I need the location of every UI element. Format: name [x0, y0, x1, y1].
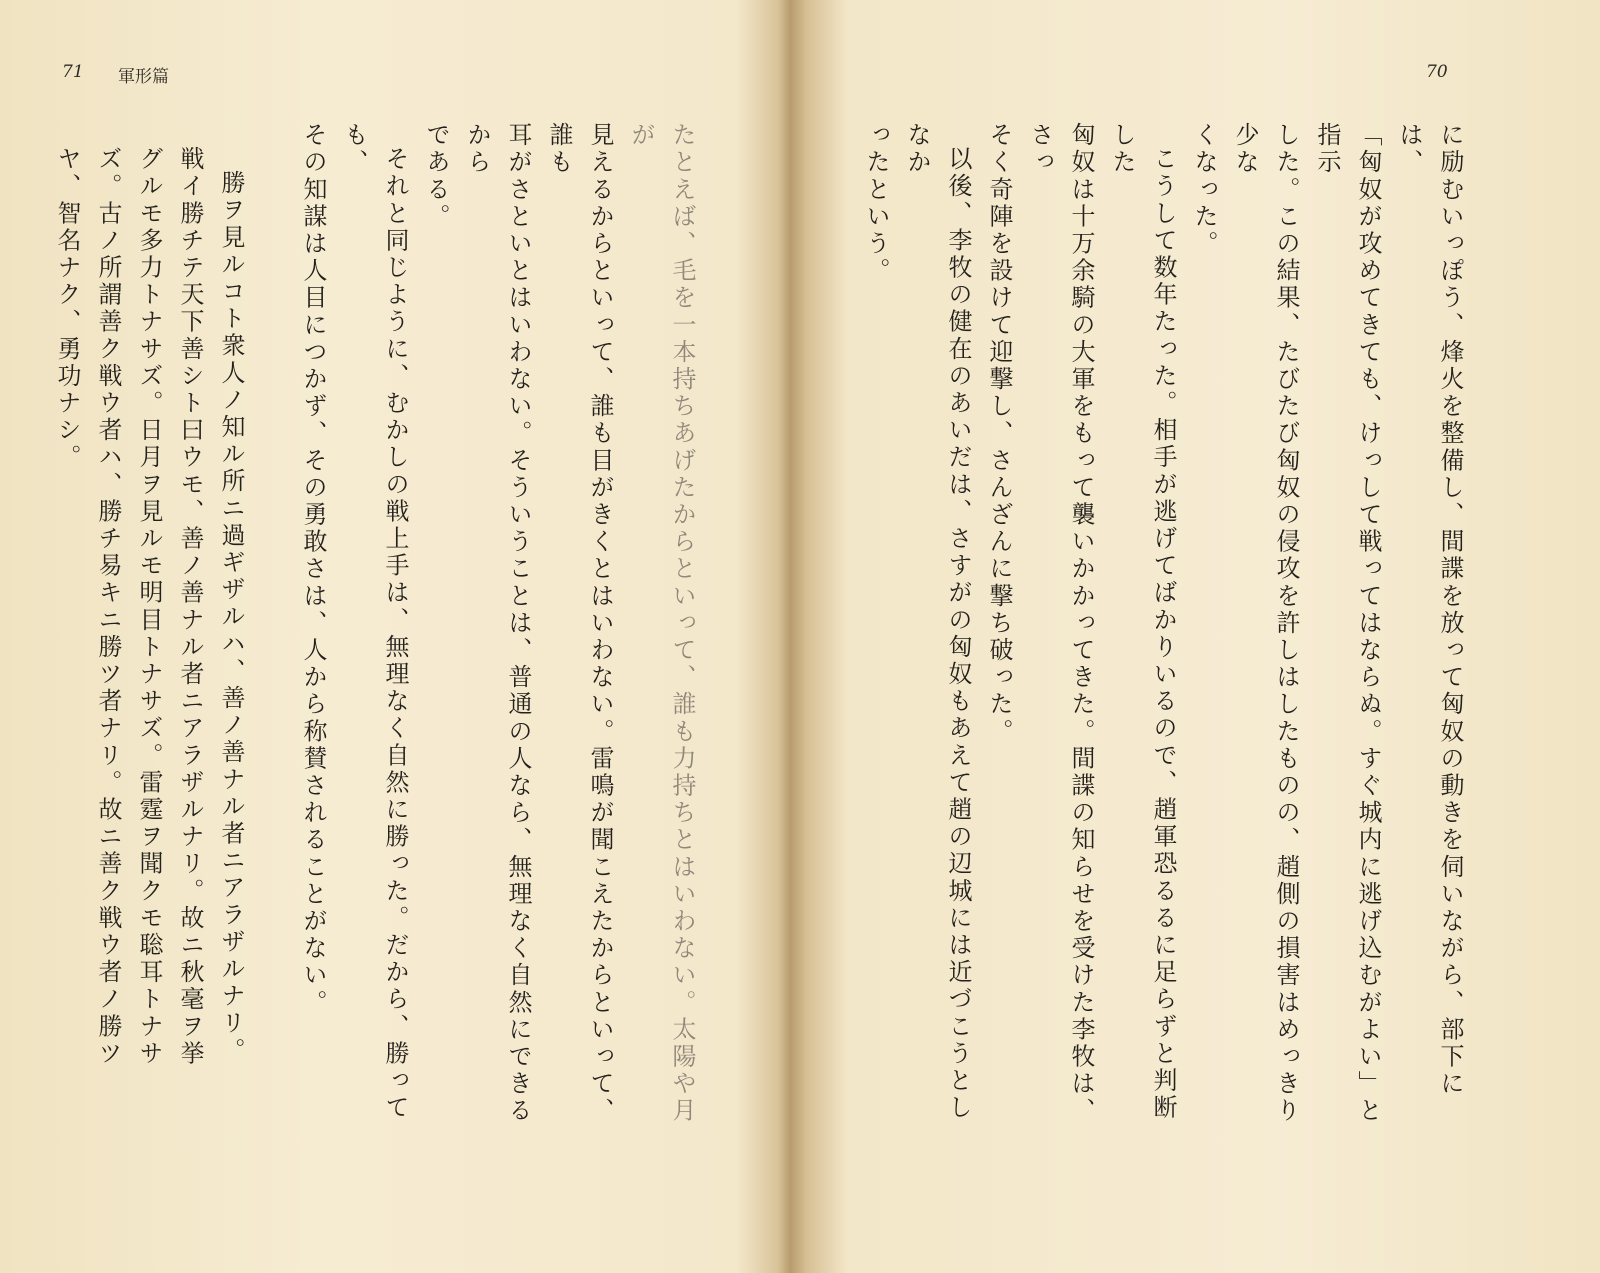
- subsection-heading: [0, 122, 5, 1142]
- blank-line: [800, 122, 855, 1142]
- text-column: こうして数年たった。相手が逃げてばかりいるので、趙軍恐るるに足らずと判断した: [1108, 122, 1177, 1122]
- text-column: した。この結果、たびたび匈奴の侵攻を許しはしたものの、趙側の損害はめっきり少な: [1231, 122, 1300, 1125]
- right-body-text: [860, 122, 1470, 1142]
- page-number-left: 71: [62, 62, 84, 82]
- text-column: 匈奴は十万余騎の大軍をもって襲いかかってきた。間諜の知らせを受けた李牧は、さっ: [1026, 122, 1095, 1125]
- text-column: である。: [422, 122, 450, 231]
- blank-line: [5, 122, 46, 1142]
- text-column: 以後、李牧の健在のあいだは、さすがの匈奴もあえて趙の辺城には近づこうとしなか: [903, 122, 972, 1122]
- section-title: 軍形篇: [118, 67, 169, 87]
- page-number-right: 70: [1426, 62, 1448, 82]
- text-column: に励むいっぽう、烽火を整備し、間諜を放って匈奴の動きを伺いながら、部下には、: [1395, 122, 1464, 1098]
- classical-quote-line: 戦イ勝チテ天下善シト曰ウモ、善ノ善ナル者ニアラザルナリ。故ニ秋毫ヲ挙: [176, 146, 204, 1068]
- text-column: 耳がさといとはいわない。そういうことは、普通の人なら、無理なく自然にできるから: [463, 122, 532, 1125]
- text-column: そく奇陣を設けて迎撃し、さんざんに撃ち破った。: [985, 122, 1013, 746]
- text-column: 「匈奴が攻めてきても、けっして戦ってはならぬ。すぐ城内に逃げ込むがよい」と指示: [1313, 122, 1382, 1125]
- left-body-text: [53, 122, 702, 1142]
- text-column: くなった。: [1190, 122, 1218, 258]
- left-page: [0, 0, 780, 1273]
- classical-quote-line: 勝ヲ見ルコト衆人ノ知ル所ニ過ギザルハ、善ノ善ナル者ニアラザルナリ。: [217, 170, 245, 1065]
- blank-line: [251, 122, 292, 1142]
- text-column: ったという。: [862, 122, 890, 285]
- classical-quote-line: ズ。古ノ所謂善ク戦ウ者ハ、勝チ易キニ勝ツ者ナリ。故ニ善ク戦ウ者ノ勝ツ: [94, 146, 122, 1068]
- classical-quote-line: ヤ、智名ナク、勇功ナシ。: [53, 146, 81, 472]
- right-page: [800, 0, 1600, 1273]
- classical-quote-line: グルモ多力トナサズ。日月ヲ見ルモ明目トナサズ。雷霆ヲ聞クモ聡耳トナサ: [135, 146, 163, 1068]
- text-column: それと同じように、むかしの戦上手は、無理なく自然に勝った。だから、勝っても、: [340, 122, 409, 1122]
- text-column: 見えるからといって、誰も目がきくとはいわない。雷鳴が聞こえたからといって、誰も: [545, 122, 614, 1125]
- text-column: たとえば、毛を一本持ちあげたからといって、誰も力持ちとはいわない。太陽や月が: [627, 122, 696, 1125]
- text-column: その知謀は人目につかず、その勇敢さは、人から称賛されることがない。: [299, 122, 327, 1017]
